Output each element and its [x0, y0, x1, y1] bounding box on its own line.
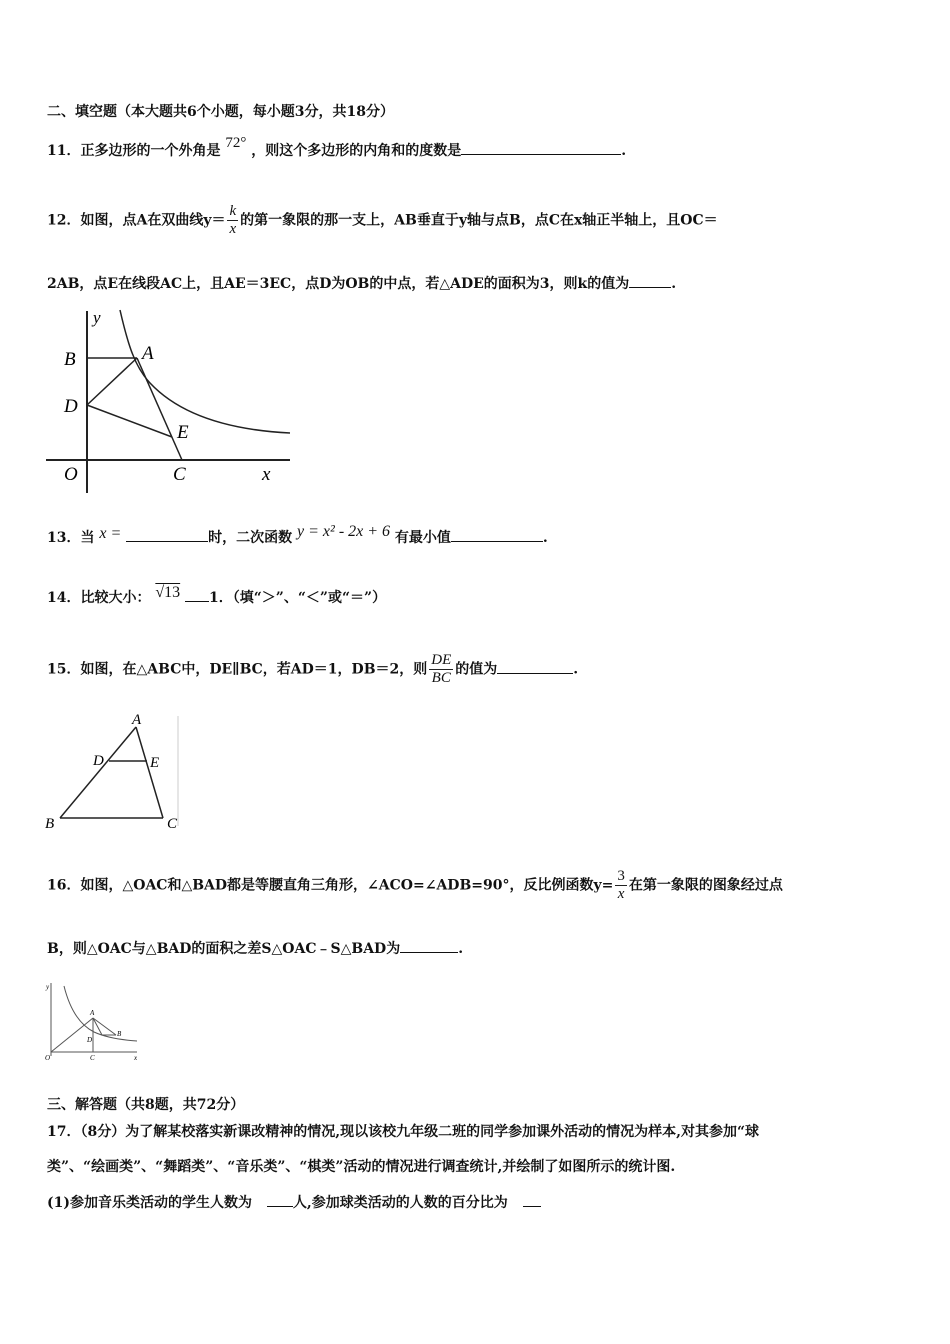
q15-label-d: D [93, 753, 104, 769]
q12-label-o: O [64, 464, 78, 485]
q13-formula: y = x² - 2x + 6 [297, 523, 391, 540]
q12-figure [40, 305, 300, 500]
q13-min-blank[interactable] [451, 527, 543, 542]
q15-fraction [429, 652, 453, 687]
q12-hyperbola [120, 310, 290, 433]
q16-segment-oa [51, 1018, 93, 1052]
q16-text-before: 16．如图，△OAC和△BAD都是等腰直角三角形，∠ACO=∠ADB=90°，反比例函数y= [47, 877, 614, 894]
q16-label-a: A [90, 1009, 95, 1017]
q12-segment-da [87, 358, 137, 405]
q14-sqrt: √13 [155, 584, 181, 601]
q12-fraction [227, 203, 238, 238]
q12-text-before: 12．如图，点A在双曲线y＝ [47, 212, 226, 229]
question-13 [47, 523, 548, 548]
question-11 [47, 135, 627, 161]
q11-text-after: ，则这个多边形的内角和的度数是 [251, 143, 462, 159]
q12-label-x: x [262, 464, 271, 485]
q12-label-a: A [142, 343, 154, 364]
q16-end: . [458, 941, 464, 957]
q17-sub1-a: (1)参加音乐类活动的学生人数为 [47, 1195, 252, 1211]
q16-label-x: x [134, 1054, 138, 1062]
q16-label-o: O [45, 1054, 51, 1062]
q13-end: . [542, 530, 548, 546]
q11-answer-blank[interactable] [461, 140, 621, 155]
q11-end: . [621, 143, 627, 159]
q12-segment-ac [137, 358, 182, 460]
q16-text-after: 在第一象限的图象经过点 [628, 877, 783, 894]
question-14 [47, 584, 387, 608]
q15-segment-ac [136, 727, 163, 818]
q16-label-b: B [117, 1030, 122, 1038]
q13-text-after: 有最小值 [394, 530, 451, 546]
q15-label-b: B [45, 816, 55, 832]
q15-segment-ab [60, 727, 136, 818]
section-3-heading: 三、解答题（共8题，共72分） [47, 1097, 245, 1113]
q16-frac-den: x [615, 885, 627, 903]
q15-text-after: 的值为 [455, 661, 498, 678]
q12-frac-den: x [229, 221, 237, 237]
q15-frac-den: BC [431, 670, 451, 686]
q15-frac-num: DE [431, 652, 452, 668]
q13-text-mid: 时，二次函数 [208, 530, 293, 546]
q16-segment-ab [93, 1018, 116, 1035]
q12-label-d: D [64, 396, 78, 417]
q13-text: 13．当 [47, 530, 95, 546]
q12-label-e: E [177, 422, 189, 443]
q16-line2: B，则△OAC与△BAD的面积之差S△OAC﹣S△BAD为 [47, 941, 401, 957]
q17-sub1-b: 人,参加球类活动的人数的百分比为 [292, 1195, 508, 1211]
q12-end: . [671, 276, 677, 292]
q16-fraction [615, 868, 627, 903]
q11-angle: 72° [225, 135, 247, 151]
q12-answer-blank[interactable] [629, 273, 671, 288]
q12-label-c: C [173, 464, 186, 485]
q12-line2: 2AB，点E在线段AC上，且AE＝3EC，点D为OB的中点，若△ADE的面积为3，则k的值为 [47, 276, 630, 292]
q14-text-after: 1．（填“＞”、“＜”或“＝”） [209, 590, 387, 606]
q12-label-y: y [93, 308, 101, 327]
q16-figure [42, 980, 142, 1062]
question-12-line-2 [47, 273, 676, 294]
q12-frac-num: k [229, 203, 237, 219]
q15-answer-blank[interactable] [497, 659, 573, 674]
q15-label-c: C [167, 816, 178, 832]
question-15 [47, 652, 578, 687]
q12-label-b: B [64, 349, 76, 370]
q16-answer-blank[interactable] [400, 938, 458, 953]
q17-ball-percent-blank[interactable] [523, 1192, 541, 1207]
q14-text: 14．比较大小： [47, 590, 151, 606]
q16-label-c: C [90, 1054, 95, 1062]
question-12 [47, 203, 718, 238]
question-16 [47, 868, 783, 903]
question-17-line-2: 类”、“绘画类”、“舞蹈类”、“音乐类”、“棋类”活动的情况进行调查统计,并绘制了如图所示的统计图. [47, 1159, 676, 1175]
section-2-heading: 二、填空题（本大题共6个小题，每小题3分，共18分） [47, 104, 394, 120]
question-16-line-2 [47, 938, 463, 959]
question-17-line-1: 17．（8分）为了解某校落实新课改精神的情况,现以该校九年级二班的同学参加课外活动的情况为样本,对其参加“球 [47, 1124, 760, 1140]
q14-answer-blank[interactable] [185, 587, 209, 602]
q17-music-blank[interactable] [267, 1192, 293, 1207]
q16-label-d: D [87, 1036, 93, 1044]
q11-text: 11．正多边形的一个外角是 [47, 143, 221, 159]
q16-frac-num: 3 [617, 868, 625, 884]
q15-end: . [573, 661, 579, 678]
q13-x-eq: x = [99, 525, 122, 542]
q16-label-y: y [46, 983, 50, 991]
q13-x-blank[interactable] [126, 527, 208, 542]
q15-text: 15．如图，在△ABC中，DE∥BC，若AD＝1，DB＝2，则 [47, 661, 428, 678]
question-17-sub-1 [47, 1192, 541, 1213]
q15-label-e: E [150, 755, 160, 771]
q12-text-after: 的第一象限的那一支上，AB垂直于y轴与点B，点C在x轴正半轴上，且OC＝ [240, 212, 718, 229]
q15-figure [40, 708, 190, 833]
q15-label-a: A [132, 712, 142, 728]
